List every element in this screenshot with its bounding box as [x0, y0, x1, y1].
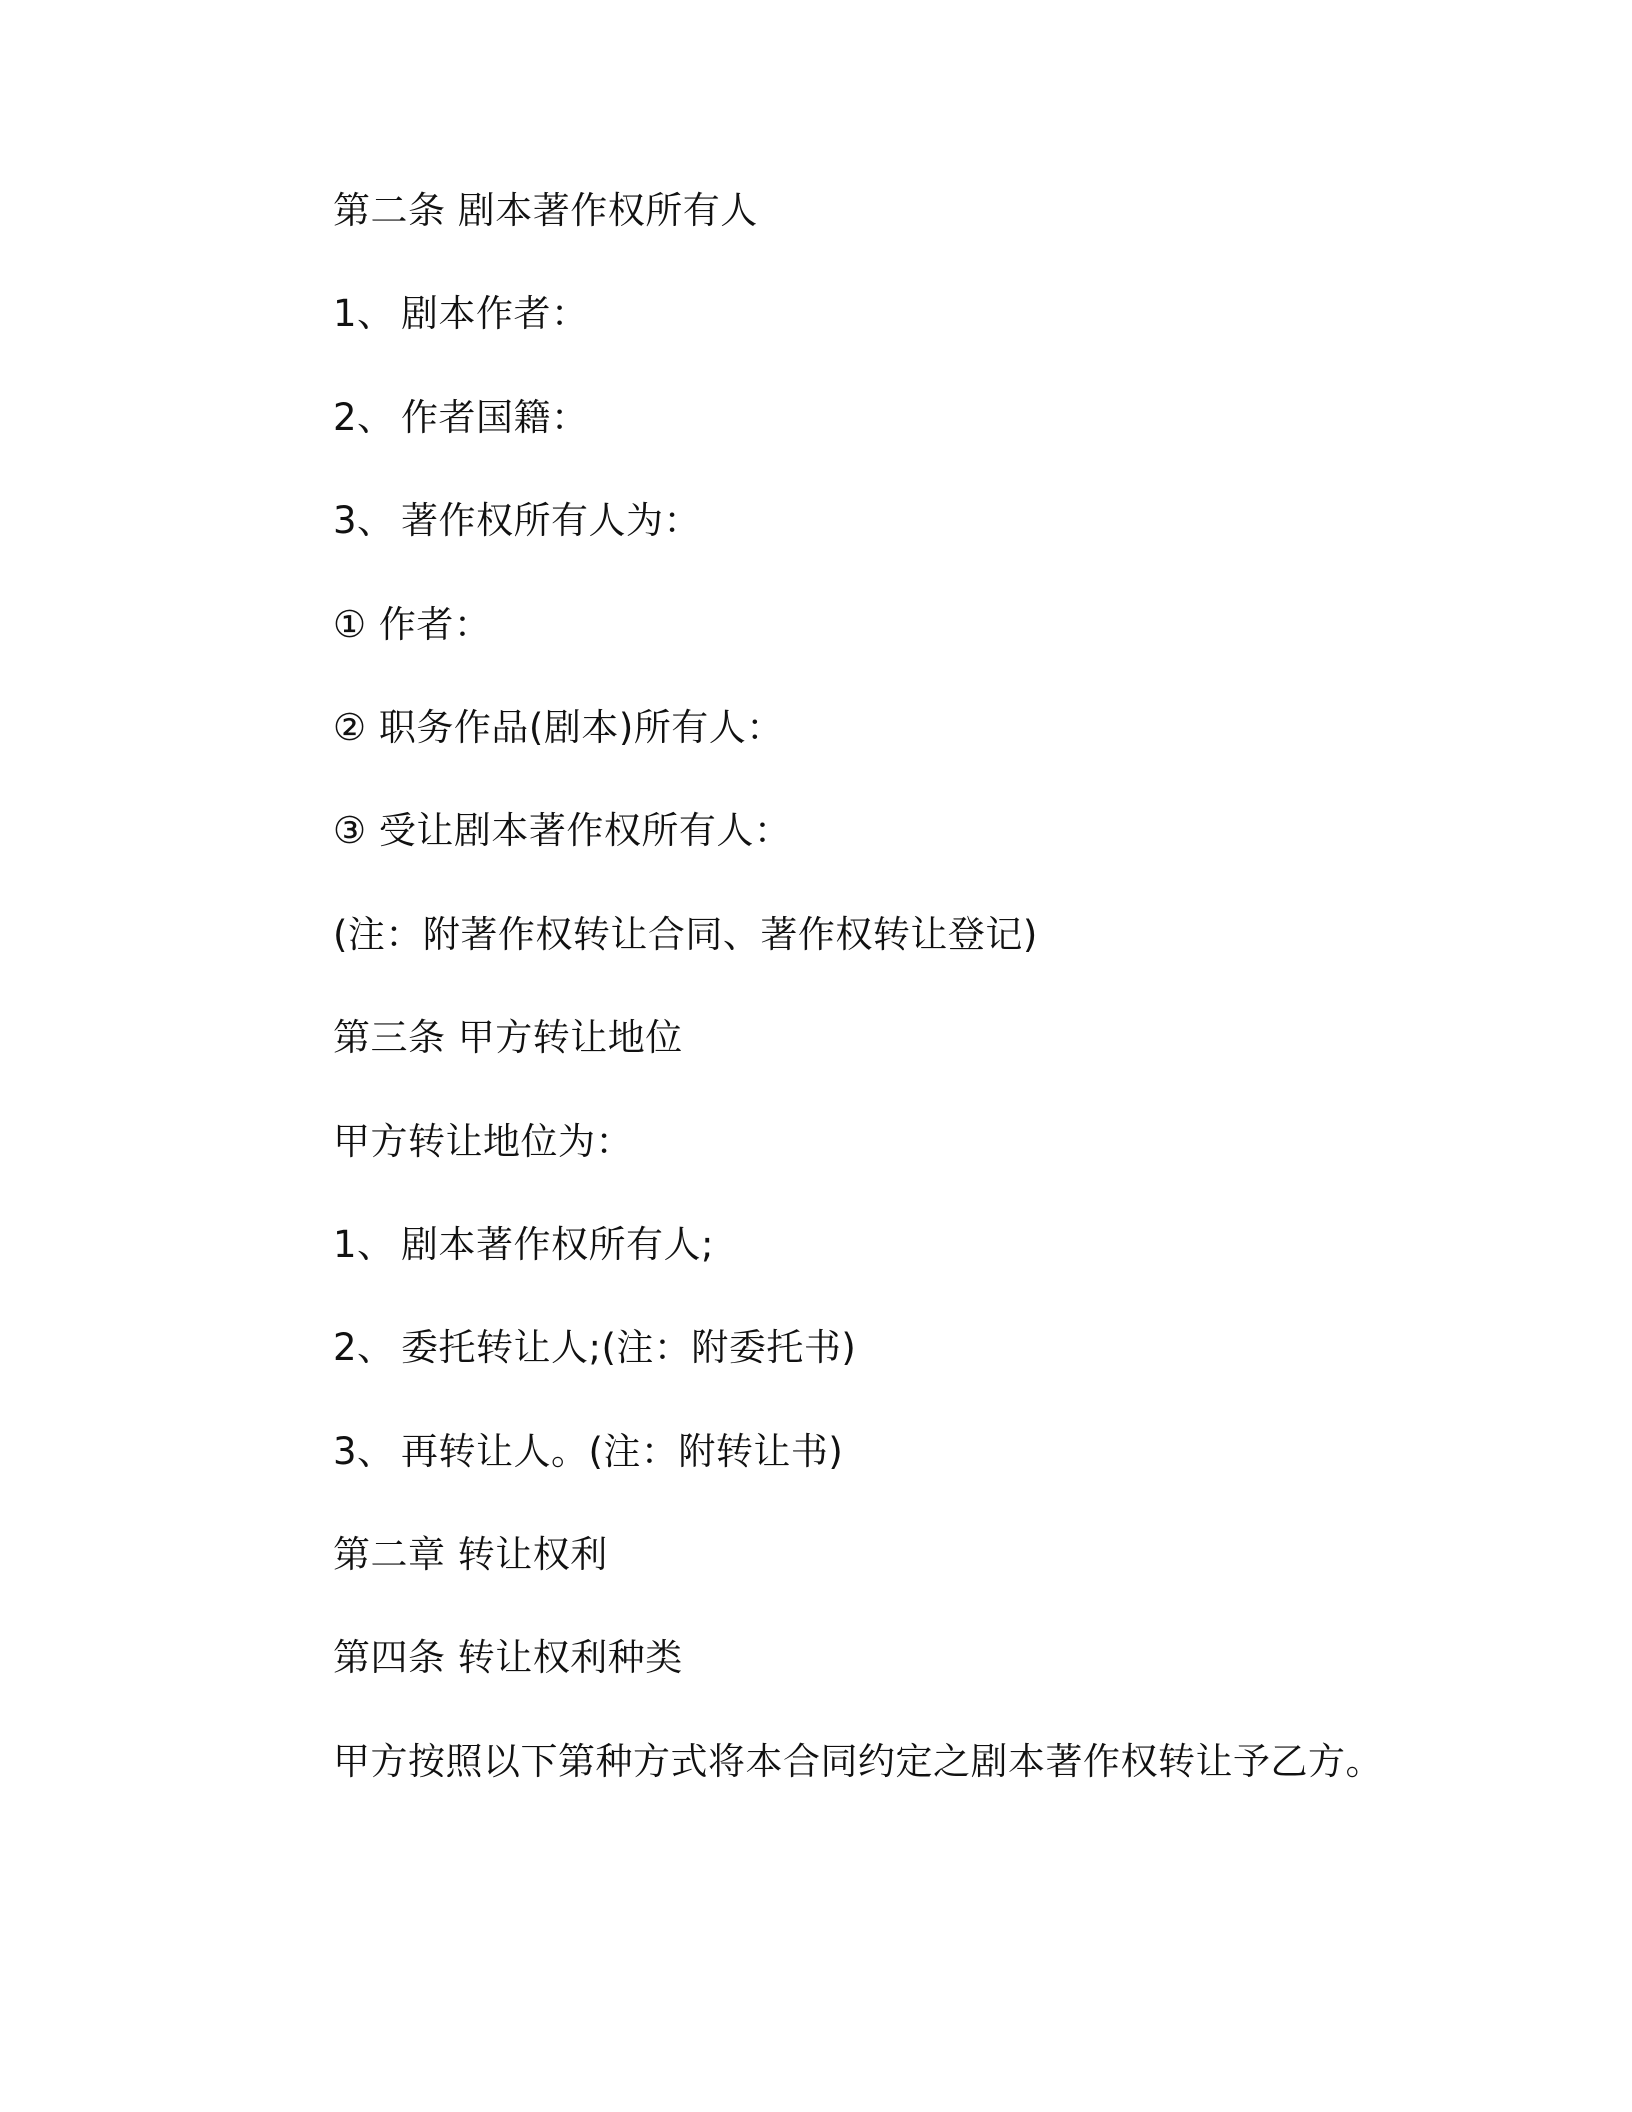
- line-text: ③ 受让剧本著作权所有人：: [333, 809, 792, 853]
- list-item: [333, 1322, 1453, 1425]
- line-text: 甲方转让地位为：: [333, 1119, 633, 1163]
- line-text: 第二章 转让权利: [333, 1533, 608, 1577]
- line-text: 再转让人。(注：附转让书): [401, 1429, 844, 1473]
- line-text: (注：附著作权转让合同、著作权转让登记): [333, 912, 1038, 956]
- list-item: [333, 495, 1453, 598]
- list-number: 1、: [333, 1222, 395, 1266]
- line-text: 第二条 剧本著作权所有人: [333, 189, 758, 232]
- article-heading: [333, 1632, 1453, 1735]
- list-item: [333, 1426, 1453, 1529]
- sub-item: [333, 702, 1453, 805]
- line-text: 剧本作者：: [401, 292, 589, 336]
- paragraph: [333, 1736, 1453, 1839]
- line-text: 委托转让人;(注：附委托书): [401, 1326, 857, 1370]
- paragraph: [333, 1116, 1453, 1219]
- list-item: [333, 392, 1453, 495]
- note: [333, 909, 1453, 1012]
- list-number: 3、: [333, 499, 395, 543]
- line-text: ① 作者：: [333, 602, 492, 646]
- line-text: 剧本著作权所有人;: [401, 1222, 714, 1266]
- line-text: 作者国籍：: [401, 395, 589, 439]
- list-number: 3、: [333, 1429, 395, 1473]
- sub-item: [333, 805, 1453, 908]
- sub-item: [333, 599, 1453, 702]
- line-text: 第三条 甲方转让地位: [333, 1016, 683, 1060]
- chapter-heading: [333, 1529, 1453, 1632]
- list-number: 2、: [333, 395, 395, 439]
- line-text: ② 职务作品(剧本)所有人：: [333, 705, 784, 749]
- line-text: 甲方按照以下第种方式将本合同约定之剧本著作权转让予乙方。: [333, 1739, 1383, 1783]
- list-number: 1、: [333, 292, 395, 336]
- list-number: 2、: [333, 1326, 395, 1370]
- line-text: 著作权所有人为：: [401, 499, 701, 543]
- article-heading: [333, 185, 1453, 288]
- line-text: 第四条 转让权利种类: [333, 1636, 683, 1680]
- list-item: [333, 1219, 1453, 1322]
- document-body: [333, 185, 1453, 1839]
- list-item: [333, 288, 1453, 391]
- article-heading: [333, 1012, 1453, 1115]
